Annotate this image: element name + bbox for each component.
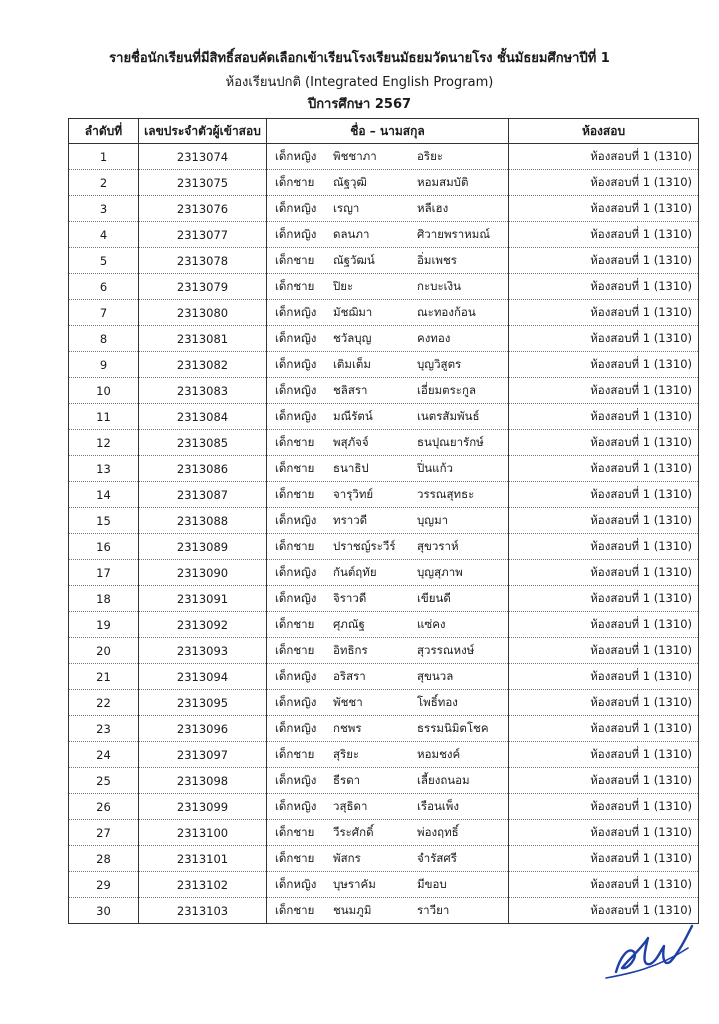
- name-prefix: เด็กชาย: [275, 850, 315, 865]
- order-cell: 28: [69, 846, 139, 872]
- exam-id-cell: 2313094: [139, 664, 267, 690]
- exam-room-cell: ห้องสอบที่ 1 (1310): [509, 482, 699, 508]
- order-cell: 23: [69, 716, 139, 742]
- name-prefix: เด็กชาย: [275, 746, 315, 761]
- column-header-exam-id: เลขประจำตัวผู้เข้าสอบ: [139, 119, 267, 144]
- order-cell: 11: [69, 404, 139, 430]
- first-name: มณีรัตน์: [333, 408, 373, 423]
- order-cell: 18: [69, 586, 139, 612]
- name-prefix: เด็กหญิง: [275, 356, 317, 371]
- name-prefix: เด็กหญิง: [275, 694, 317, 709]
- student-table: [68, 118, 699, 924]
- exam-room-cell: ห้องสอบที่ 1 (1310): [509, 898, 699, 924]
- name-cell: [267, 352, 509, 378]
- exam-id-cell: 2313102: [139, 872, 267, 898]
- name-prefix: เด็กหญิง: [275, 148, 317, 163]
- last-name: หอมชงค์: [417, 746, 461, 761]
- order-cell: 2: [69, 170, 139, 196]
- exam-id-cell: 2313091: [139, 586, 267, 612]
- name-cell: [267, 716, 509, 742]
- name-prefix: เด็กชาย: [275, 824, 315, 839]
- order-cell: 27: [69, 820, 139, 846]
- exam-id-cell: 2313076: [139, 196, 267, 222]
- order-cell: 3: [69, 196, 139, 222]
- name-prefix: เด็กหญิง: [275, 564, 317, 579]
- exam-room-cell: ห้องสอบที่ 1 (1310): [509, 716, 699, 742]
- exam-room-cell: ห้องสอบที่ 1 (1310): [509, 430, 699, 456]
- order-cell: 29: [69, 872, 139, 898]
- exam-room-cell: ห้องสอบที่ 1 (1310): [509, 612, 699, 638]
- first-name: ชลิสรา: [333, 382, 368, 397]
- exam-id-cell: 2313101: [139, 846, 267, 872]
- exam-id-cell: 2313098: [139, 768, 267, 794]
- order-cell: 1: [69, 144, 139, 170]
- exam-id-cell: 2313100: [139, 820, 267, 846]
- exam-id-cell: 2313103: [139, 898, 267, 924]
- first-name: มัชฌิมา: [333, 304, 373, 319]
- exam-room-cell: ห้องสอบที่ 1 (1310): [509, 690, 699, 716]
- last-name: กะบะเงิน: [417, 278, 462, 293]
- name-prefix: เด็กหญิง: [275, 226, 317, 241]
- name-prefix: เด็กหญิง: [275, 200, 317, 215]
- first-name: ปราชญ์ระวีร์: [333, 538, 396, 553]
- order-cell: 24: [69, 742, 139, 768]
- exam-id-cell: 2313079: [139, 274, 267, 300]
- name-cell: [267, 768, 509, 794]
- name-cell: [267, 820, 509, 846]
- name-prefix: เด็กชาย: [275, 616, 315, 631]
- table-row: [69, 794, 699, 820]
- name-cell: [267, 664, 509, 690]
- last-name: คงทอง: [417, 330, 451, 345]
- exam-room-cell: ห้องสอบที่ 1 (1310): [509, 352, 699, 378]
- last-name: บุญวิสูตร: [417, 356, 462, 371]
- name-cell: [267, 508, 509, 534]
- name-cell: [267, 560, 509, 586]
- name-cell: [267, 690, 509, 716]
- exam-id-cell: 2313090: [139, 560, 267, 586]
- table-row: [69, 144, 699, 170]
- table-row: [69, 690, 699, 716]
- exam-id-cell: 2313097: [139, 742, 267, 768]
- first-name: เติมเต็ม: [333, 356, 371, 371]
- name-cell: [267, 612, 509, 638]
- exam-room-cell: ห้องสอบที่ 1 (1310): [509, 404, 699, 430]
- exam-room-cell: ห้องสอบที่ 1 (1310): [509, 274, 699, 300]
- first-name: ชนมภูมิ: [333, 902, 372, 917]
- order-cell: 9: [69, 352, 139, 378]
- exam-room-cell: ห้องสอบที่ 1 (1310): [509, 586, 699, 612]
- last-name: ปิ่นแก้ว: [417, 460, 453, 475]
- first-name: พิชชาภา: [333, 148, 377, 163]
- order-cell: 25: [69, 768, 139, 794]
- last-name: ศิวายพราหมณ์: [417, 226, 490, 241]
- table-row: [69, 716, 699, 742]
- last-name: จำรัสศรี: [417, 850, 457, 865]
- name-cell: [267, 794, 509, 820]
- last-name: เรือนเพ็ง: [417, 798, 460, 813]
- table-row: [69, 612, 699, 638]
- order-cell: 30: [69, 898, 139, 924]
- last-name: ณะทองก้อน: [417, 304, 476, 319]
- name-prefix: เด็กชาย: [275, 642, 315, 657]
- exam-id-cell: 2313082: [139, 352, 267, 378]
- last-name: อิ่มเพชร: [417, 252, 457, 267]
- table-row: [69, 872, 699, 898]
- last-name: เอี่ยมตระกูล: [417, 382, 476, 397]
- exam-id-cell: 2313081: [139, 326, 267, 352]
- first-name: จิราวดี: [333, 590, 367, 605]
- order-cell: 22: [69, 690, 139, 716]
- exam-id-cell: 2313093: [139, 638, 267, 664]
- exam-id-cell: 2313083: [139, 378, 267, 404]
- exam-id-cell: 2313092: [139, 612, 267, 638]
- exam-room-cell: ห้องสอบที่ 1 (1310): [509, 820, 699, 846]
- exam-room-cell: ห้องสอบที่ 1 (1310): [509, 508, 699, 534]
- name-cell: [267, 222, 509, 248]
- table-row: [69, 742, 699, 768]
- first-name: ธนาธิป: [333, 460, 369, 475]
- exam-room-cell: ห้องสอบที่ 1 (1310): [509, 196, 699, 222]
- table-row: [69, 352, 699, 378]
- exam-room-cell: ห้องสอบที่ 1 (1310): [509, 326, 699, 352]
- exam-id-cell: 2313087: [139, 482, 267, 508]
- name-prefix: เด็กชาย: [275, 278, 315, 293]
- table-row: [69, 846, 699, 872]
- first-name: อิทธิกร: [333, 642, 368, 657]
- table-row: [69, 638, 699, 664]
- name-prefix: เด็กหญิง: [275, 330, 317, 345]
- first-name: ศุภณัฐ: [333, 616, 365, 631]
- order-cell: 16: [69, 534, 139, 560]
- last-name: สุขนวล: [417, 668, 454, 683]
- last-name: บุญมา: [417, 512, 449, 527]
- last-name: พ่องฤทธิ์: [417, 824, 459, 839]
- table-row: [69, 664, 699, 690]
- first-name: พสุภัจจ์: [333, 434, 369, 449]
- first-name: กันต์ฤทัย: [333, 564, 377, 579]
- last-name: สุวรรณหงษ์: [417, 642, 475, 657]
- order-cell: 20: [69, 638, 139, 664]
- first-name: ชวัลบุญ: [333, 330, 372, 345]
- exam-id-cell: 2313077: [139, 222, 267, 248]
- order-cell: 10: [69, 378, 139, 404]
- exam-id-cell: 2313078: [139, 248, 267, 274]
- order-cell: 26: [69, 794, 139, 820]
- name-cell: [267, 534, 509, 560]
- first-name: กชพร: [333, 720, 362, 735]
- last-name: แซ่คง: [417, 616, 446, 631]
- exam-room-cell: ห้องสอบที่ 1 (1310): [509, 846, 699, 872]
- exam-room-cell: ห้องสอบที่ 1 (1310): [509, 664, 699, 690]
- name-prefix: เด็กหญิง: [275, 876, 317, 891]
- name-cell: [267, 638, 509, 664]
- name-prefix: เด็กหญิง: [275, 304, 317, 319]
- order-cell: 14: [69, 482, 139, 508]
- exam-room-cell: ห้องสอบที่ 1 (1310): [509, 248, 699, 274]
- exam-room-cell: ห้องสอบที่ 1 (1310): [509, 638, 699, 664]
- last-name: หลีเฮง: [417, 200, 449, 215]
- name-cell: [267, 248, 509, 274]
- last-name: สุขวราห์: [417, 538, 459, 553]
- last-name: เลี้ยงถนอม: [417, 772, 470, 787]
- name-prefix: เด็กหญิง: [275, 720, 317, 735]
- exam-room-cell: ห้องสอบที่ 1 (1310): [509, 872, 699, 898]
- table-row: [69, 534, 699, 560]
- name-cell: [267, 872, 509, 898]
- first-name: ณัฐวัฒน์: [333, 252, 375, 267]
- name-prefix: เด็กหญิง: [275, 772, 317, 787]
- last-name: เขียนดี: [417, 590, 451, 605]
- exam-id-cell: 2313086: [139, 456, 267, 482]
- exam-room-cell: ห้องสอบที่ 1 (1310): [509, 170, 699, 196]
- name-cell: [267, 456, 509, 482]
- name-prefix: เด็กชาย: [275, 486, 315, 501]
- column-header-order: ลำดับที่: [69, 119, 139, 144]
- name-cell: [267, 170, 509, 196]
- exam-id-cell: 2313096: [139, 716, 267, 742]
- last-name: ราวียา: [417, 902, 450, 917]
- first-name: ดลนภา: [333, 226, 370, 241]
- order-cell: 6: [69, 274, 139, 300]
- table-row: [69, 586, 699, 612]
- exam-id-cell: 2313089: [139, 534, 267, 560]
- exam-id-cell: 2313074: [139, 144, 267, 170]
- order-cell: 21: [69, 664, 139, 690]
- name-cell: [267, 378, 509, 404]
- order-cell: 5: [69, 248, 139, 274]
- table-row: [69, 768, 699, 794]
- column-header-room: ห้องสอบ: [509, 119, 699, 144]
- order-cell: 8: [69, 326, 139, 352]
- order-cell: 4: [69, 222, 139, 248]
- last-name: เนตรสัมพันธ์: [417, 408, 480, 423]
- last-name: มีขอบ: [417, 876, 447, 891]
- table-row: [69, 456, 699, 482]
- first-name: ณัฐวุฒิ: [333, 174, 367, 189]
- order-cell: 7: [69, 300, 139, 326]
- exam-id-cell: 2313099: [139, 794, 267, 820]
- first-name: วีระศักดิ์: [333, 824, 374, 839]
- table-row: [69, 378, 699, 404]
- first-name: เรญา: [333, 200, 360, 215]
- last-name: ธนปุณยารักษ์: [417, 434, 484, 449]
- name-cell: [267, 846, 509, 872]
- table-row: [69, 300, 699, 326]
- document-subtitle: ห้องเรียนปกติ (Integrated English Program): [225, 75, 494, 90]
- signature-icon: [598, 908, 698, 984]
- name-cell: [267, 274, 509, 300]
- first-name: สุริยะ: [333, 746, 360, 761]
- first-name: ปิยะ: [333, 278, 354, 293]
- table-row: [69, 170, 699, 196]
- table-row: [69, 482, 699, 508]
- exam-id-cell: 2313075: [139, 170, 267, 196]
- first-name: บุษราคัม: [333, 876, 376, 891]
- table-row: [69, 248, 699, 274]
- name-cell: [267, 326, 509, 352]
- last-name: วรรณสุทธะ: [417, 486, 475, 501]
- table-row: [69, 274, 699, 300]
- table-row: [69, 196, 699, 222]
- name-prefix: เด็กชาย: [275, 538, 315, 553]
- last-name: บุญสุภาพ: [417, 564, 463, 579]
- exam-room-cell: ห้องสอบที่ 1 (1310): [509, 222, 699, 248]
- table-header-row: [69, 119, 699, 144]
- table-row: [69, 820, 699, 846]
- name-prefix: เด็กหญิง: [275, 590, 317, 605]
- table-row: [69, 326, 699, 352]
- name-prefix: เด็กชาย: [275, 174, 315, 189]
- order-cell: 15: [69, 508, 139, 534]
- exam-id-cell: 2313084: [139, 404, 267, 430]
- exam-room-cell: ห้องสอบที่ 1 (1310): [509, 144, 699, 170]
- order-cell: 17: [69, 560, 139, 586]
- name-cell: [267, 898, 509, 924]
- first-name: อริสรา: [333, 668, 366, 683]
- exam-id-cell: 2313088: [139, 508, 267, 534]
- table-row: [69, 508, 699, 534]
- exam-room-cell: ห้องสอบที่ 1 (1310): [509, 742, 699, 768]
- name-cell: [267, 144, 509, 170]
- name-cell: [267, 742, 509, 768]
- name-cell: [267, 404, 509, 430]
- first-name: ทราวดี: [333, 512, 368, 527]
- exam-room-cell: ห้องสอบที่ 1 (1310): [509, 794, 699, 820]
- order-cell: 19: [69, 612, 139, 638]
- exam-id-cell: 2313095: [139, 690, 267, 716]
- exam-room-cell: ห้องสอบที่ 1 (1310): [509, 534, 699, 560]
- name-cell: [267, 482, 509, 508]
- name-cell: [267, 196, 509, 222]
- name-cell: [267, 586, 509, 612]
- first-name: ธีรดา: [333, 772, 361, 787]
- first-name: พัชชา: [333, 694, 363, 709]
- exam-room-cell: ห้องสอบที่ 1 (1310): [509, 768, 699, 794]
- document-title: รายชื่อนักเรียนที่มีสิทธิ์สอบคัดเลือกเข้าเรียนโรงเรียนมัธยมวัดนายโรง ชั้นมัธยมศึกษาปีที่ 1: [109, 51, 610, 66]
- first-name: พัสกร: [333, 850, 361, 865]
- last-name: อริยะ: [417, 148, 443, 163]
- exam-room-cell: ห้องสอบที่ 1 (1310): [509, 456, 699, 482]
- first-name: จารุวิทย์: [333, 486, 374, 501]
- academic-year: ปีการศึกษา 2567: [307, 97, 412, 112]
- last-name: โพธิ์ทอง: [417, 694, 458, 709]
- name-prefix: เด็กชาย: [275, 460, 315, 475]
- table-row: [69, 404, 699, 430]
- name-prefix: เด็กหญิง: [275, 668, 317, 683]
- last-name: ธรรมนิมิตโชค: [417, 720, 489, 735]
- order-cell: 13: [69, 456, 139, 482]
- exam-room-cell: ห้องสอบที่ 1 (1310): [509, 560, 699, 586]
- column-header-name: ชื่อ – นามสกุล: [267, 119, 509, 144]
- order-cell: 12: [69, 430, 139, 456]
- name-prefix: เด็กหญิง: [275, 798, 317, 813]
- exam-room-cell: ห้องสอบที่ 1 (1310): [509, 300, 699, 326]
- name-prefix: เด็กชาย: [275, 902, 315, 917]
- name-cell: [267, 430, 509, 456]
- name-cell: [267, 300, 509, 326]
- table-row: [69, 560, 699, 586]
- table-row: [69, 430, 699, 456]
- exam-id-cell: 2313085: [139, 430, 267, 456]
- exam-id-cell: 2313080: [139, 300, 267, 326]
- first-name: วสุธิดา: [333, 798, 368, 813]
- exam-room-cell: ห้องสอบที่ 1 (1310): [509, 378, 699, 404]
- name-prefix: เด็กหญิง: [275, 512, 317, 527]
- table-row: [69, 222, 699, 248]
- name-prefix: เด็กหญิง: [275, 382, 317, 397]
- name-prefix: เด็กชาย: [275, 434, 315, 449]
- name-prefix: เด็กหญิง: [275, 408, 317, 423]
- last-name: หอมสมบัติ: [417, 174, 469, 189]
- name-prefix: เด็กชาย: [275, 252, 315, 267]
